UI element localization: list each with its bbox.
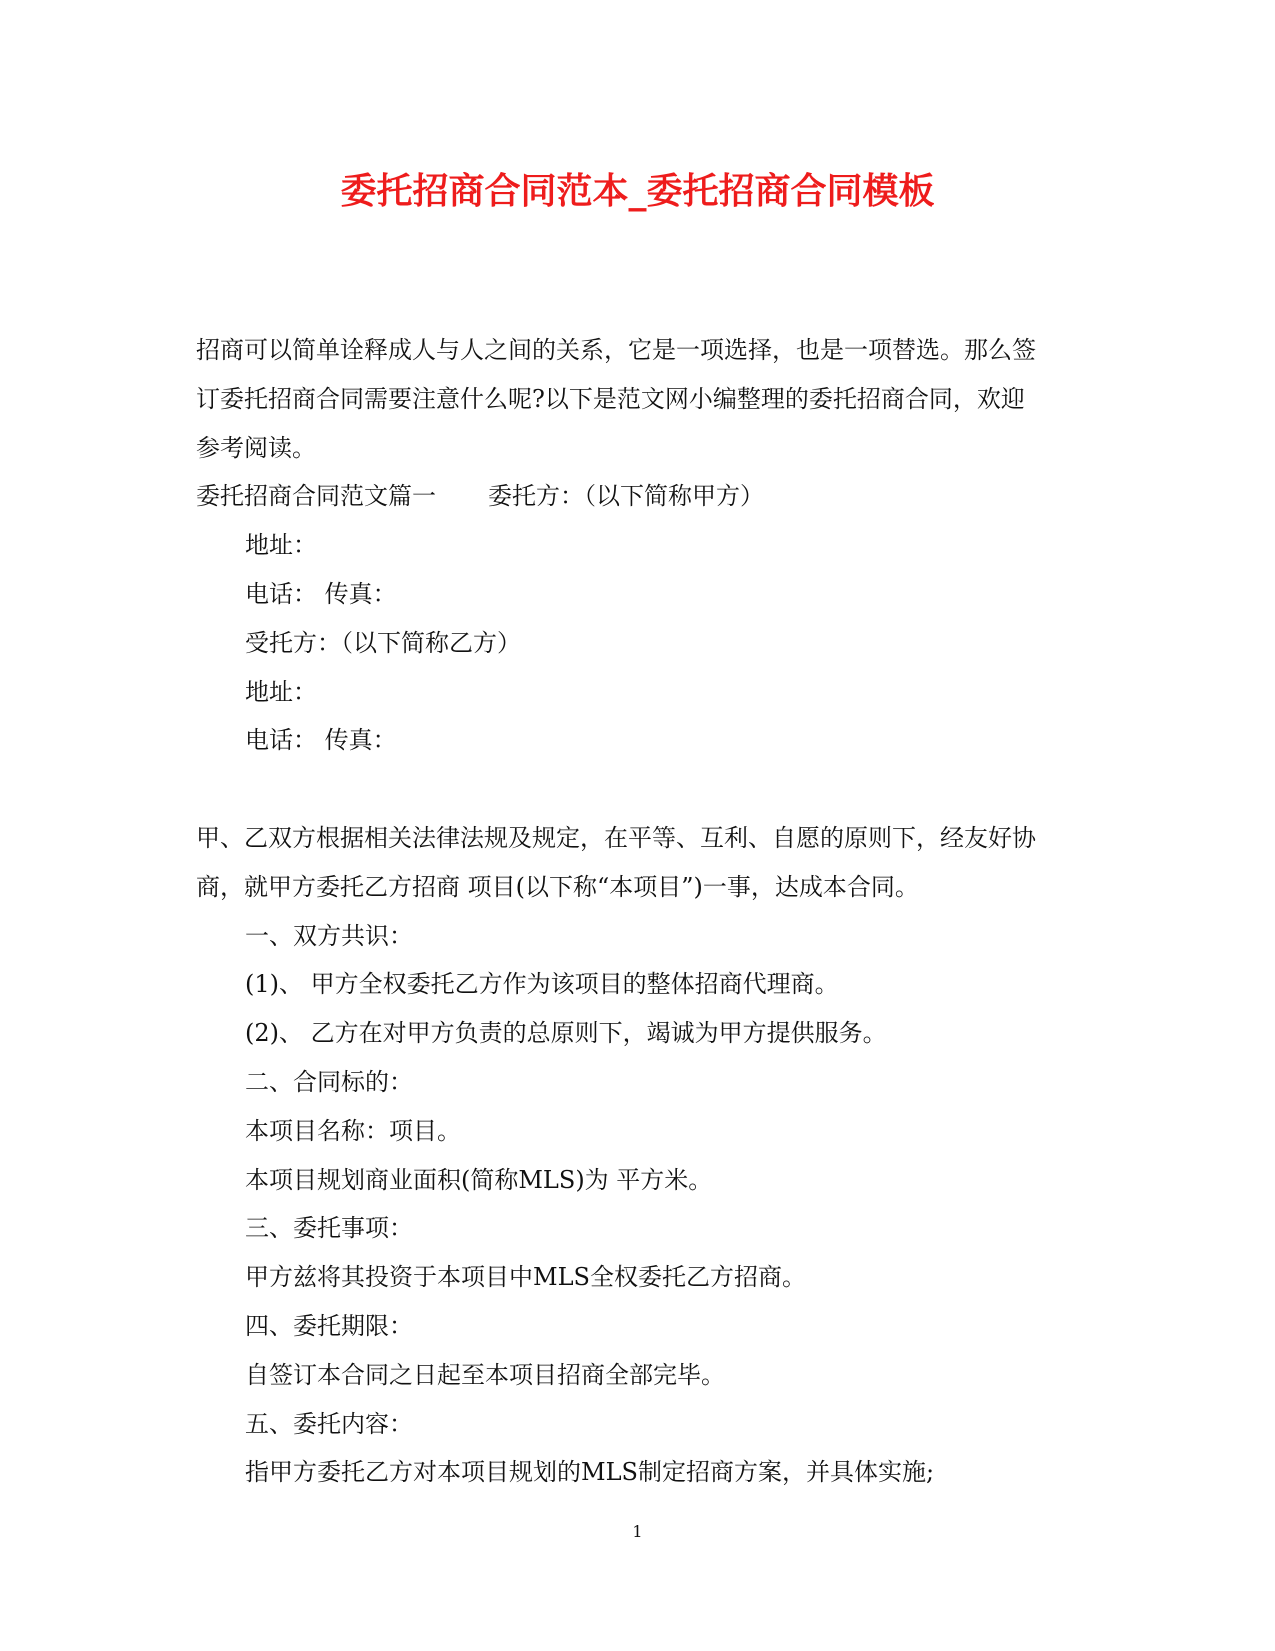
intro-line: 订委托招商合同需要注意什么呢?以下是范文网小编整理的委托招商合同，欢迎 [196, 384, 1025, 413]
client-label: 委托方：（以下简称甲方） [488, 482, 764, 511]
client-phone-fax: 电话： 传真： [245, 579, 397, 608]
agent-label: 受托方：（以下简称乙方） [245, 628, 521, 657]
agent-phone-fax: 电话： 传真： [245, 726, 397, 755]
intro-line: 招商可以简单诠释成人与人之间的关系，它是一项选择，也是一项替选。那么签 [196, 336, 1036, 364]
clause-heading: 五、委托内容： [245, 1409, 413, 1438]
clause-heading: 二、合同标的： [245, 1067, 413, 1096]
section-heading-line [196, 472, 1080, 521]
section-heading: 委托招商合同范文篇一 [196, 482, 436, 511]
document-body [196, 326, 1080, 1497]
clause-item: 本项目名称：项目。 [245, 1116, 461, 1145]
clause-heading: 三、委托事项： [245, 1214, 413, 1243]
clause-item: 指甲方委托乙方对本项目规划的MLS制定招商方案，并具体实施; [245, 1458, 935, 1487]
preamble-line: 甲、乙双方根据相关法律法规及规定，在平等、互利、自愿的原则下，经友好协 [196, 823, 1036, 852]
clause-item: (2)、 乙方在对甲方负责的总原则下，竭诚为甲方提供服务。 [245, 1019, 887, 1048]
clause-heading: 四、委托期限： [245, 1311, 413, 1340]
clause-item: 自签订本合同之日起至本项目招商全部完毕。 [245, 1360, 725, 1389]
client-address: 地址： [245, 531, 317, 560]
document-title: 委托招商合同范本_委托招商合同模板 [340, 170, 935, 212]
clause-item: (1)、 甲方全权委托乙方作为该项目的整体招商代理商。 [245, 970, 839, 999]
page-number: 1 [632, 1522, 643, 1541]
agent-address: 地址： [245, 677, 317, 706]
clause-heading: 一、双方共识： [245, 921, 413, 950]
clause-item: 本项目规划商业面积(简称MLS)为 平方米。 [245, 1165, 713, 1194]
clause-item: 甲方兹将其投资于本项目中MLS全权委托乙方招商。 [245, 1263, 806, 1292]
blank-line [196, 765, 1080, 814]
preamble-line: 商，就甲方委托乙方招商 项目(以下称“本项目”)一事，达成本合同。 [196, 872, 919, 901]
intro-line: 参考阅读。 [196, 433, 316, 462]
